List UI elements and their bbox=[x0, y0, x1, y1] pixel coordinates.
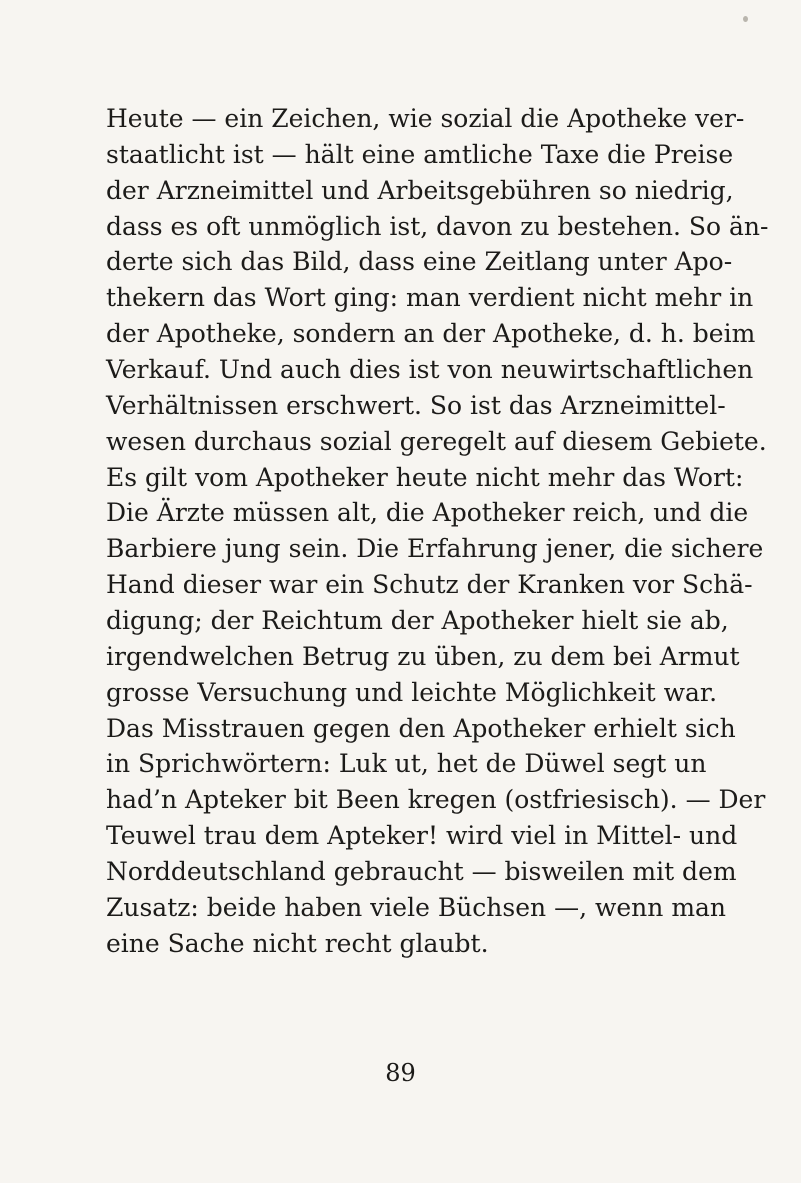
text-line: der Apotheke, sondern an der Apotheke, d. h. beim bbox=[106, 319, 756, 349]
text-line: Heute — ein Zeichen, wie sozial die Apotheke ver- bbox=[106, 104, 745, 133]
text-line: thekern das Wort ging: man verdient nicht mehr in bbox=[106, 283, 754, 313]
text-line: der Arzneimittel und Arbeitsgebühren so niedrig, bbox=[106, 175, 734, 205]
text-line: Verhältnissen erschwert. So ist das Arzneimittel- bbox=[106, 390, 726, 420]
text-line: Die Ärzte müssen alt, die Apotheker reich, und die bbox=[106, 498, 749, 528]
paper-speck bbox=[743, 16, 748, 22]
body-text bbox=[106, 101, 769, 962]
page-number: 89 bbox=[385, 1059, 416, 1087]
text-line: wesen durchaus sozial geregelt auf diesem Gebiete. bbox=[106, 426, 767, 456]
text-line: grosse Versuchung und leichte Möglichkeit war. bbox=[106, 677, 718, 707]
text-line: eine Sache nicht recht glaubt. bbox=[106, 928, 489, 958]
text-line: derte sich das Bild, dass eine Zeitlang unter Apo- bbox=[106, 247, 733, 277]
text-line: irgendwelchen Betrug zu üben, zu dem bei Armut bbox=[106, 641, 740, 671]
text-line: Das Misstrauen gegen den Apotheker erhielt sich bbox=[106, 713, 736, 743]
text-line: Barbiere jung sein. Die Erfahrung jener, die sichere bbox=[106, 534, 764, 564]
text-line: staatlicht ist — hält eine amtliche Taxe die Preise bbox=[106, 139, 734, 169]
text-line: Hand dieser war ein Schutz der Kranken vor Schä- bbox=[106, 570, 753, 600]
text-line: digung; der Reichtum der Apotheker hielt sie ab, bbox=[106, 606, 729, 636]
text-line: dass es oft unmöglich ist, davon zu bestehen. So än- bbox=[106, 211, 769, 241]
text-line: had’n Apteker bit Been kregen (ostfriesisch). — Der bbox=[106, 785, 766, 815]
text-line: Teuwel trau dem Apteker! wird viel in Mittel- und bbox=[106, 821, 738, 851]
text-line: Es gilt vom Apotheker heute nicht mehr das Wort: bbox=[106, 462, 744, 492]
text-line: Norddeutschland gebraucht — bisweilen mit dem bbox=[106, 857, 737, 887]
text-line: in Sprichwörtern: Luk ut, het de Düwel segt un bbox=[106, 749, 707, 779]
text-line: Verkauf. Und auch dies ist von neuwirtschaftlichen bbox=[106, 355, 754, 385]
text-line: Zusatz: beide haben viele Büchsen —, wenn man bbox=[106, 892, 727, 922]
